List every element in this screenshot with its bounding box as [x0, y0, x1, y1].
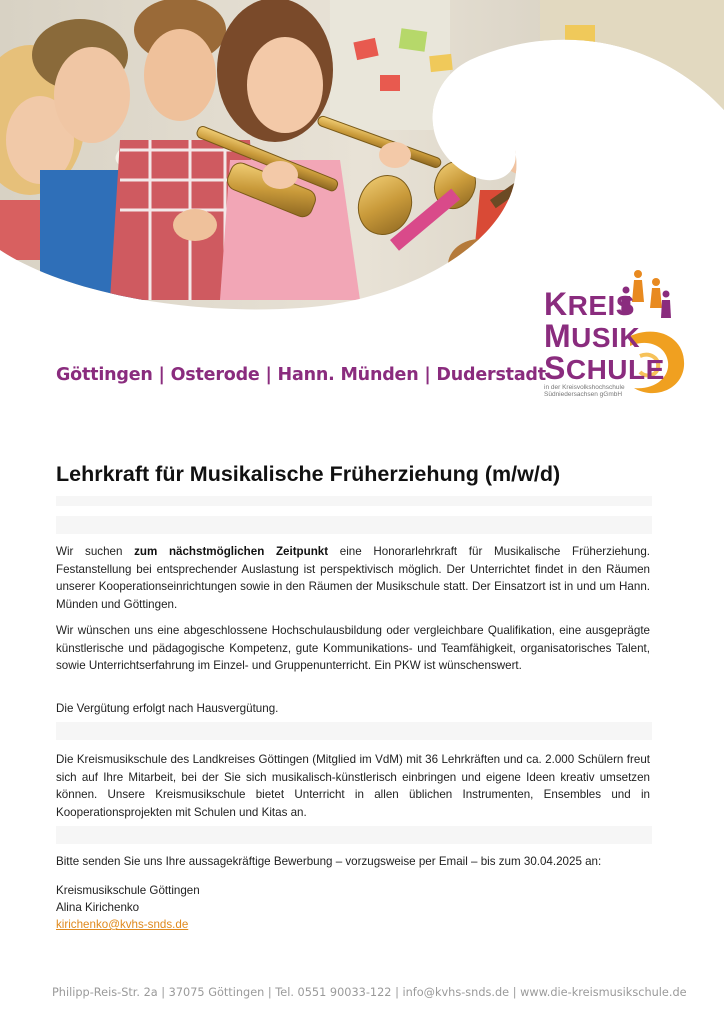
paragraph-requirements: Wir wünschen uns eine abgeschlossene Hochschulausbildung oder vergleichbare Qualifikation, eine ausgeprägte künstlerische und pädagogische Kompetenz, gute Kommunikations- und Teamfähigkeit, organisatorisches Talent, sowie Unterrichtserfahrung im Einzel- und Gruppenunterricht. Ein PKW ist wünschenswert. — [56, 624, 650, 673]
divider-band — [56, 516, 652, 534]
paragraph-about-school: Die Kreismusikschule des Landkreises Göttingen (Mitglied im VdM) mit 36 Lehrkräften und ca. 2.000 Schülern freut sich auf Ihre Mitarbeit, bei der Sie sich musikalisch-künstlerisch einbringen und eigene Ideen kreativ umsetzen können. Unsere Kreismusikschule bietet Unterricht in allen üblichen Instrumenten, Ensembles und in Kooperationsprojekten mit Schulen und Kitas an. — [56, 753, 650, 819]
emphasis-start-date: zum nächstmöglichen Zeitpunkt — [134, 545, 329, 558]
locations-line: Göttingen | Osterode | Hann. Münden | Duderstadt — [56, 365, 546, 385]
logo-subtitle: in der Kreisvolkshochschule Südniedersachsen gGmbH — [544, 384, 625, 398]
logo-word-musik: MUSIK — [544, 318, 641, 354]
paragraph-compensation: Die Vergütung erfolgt nach Hausvergütung. — [56, 702, 279, 715]
kreismusikschule-logo — [538, 268, 698, 410]
contact-email-link[interactable]: kirichenko@kvhs-snds.de — [56, 918, 189, 931]
paragraph-application: Bitte senden Sie uns Ihre aussagekräftige Bewerbung – vorzugsweise per Email – bis zum 30.04.2025 an: — [56, 855, 602, 868]
footer-address: Philipp-Reis-Str. 2a | 37075 Göttingen | Tel. 0551 90033-122 | info@kvhs-snds.de | www.die-kreismusikschule.de — [52, 986, 687, 999]
divider-band — [56, 722, 652, 740]
divider-band — [56, 826, 652, 844]
paragraph-intro: Wir suchen zum nächstmöglichen Zeitpunkt eine Honorarlehrkraft für Musikalische Früherziehung. Festanstellung bei entsprechender Auslastung ist perspektivisch möglich. Der Unterrichtet findet in den Räumen unserer Kooperationseinrichtungen sowie in den Räumen der Musikschule statt. Der Einsatzort ist in und um Hann. Münden und Göttingen. — [56, 545, 650, 611]
logo-word-schule: SCHULE — [544, 350, 665, 386]
divider-band — [56, 496, 652, 506]
contact-name: Alina Kirichenko — [56, 901, 140, 914]
contact-organization: Kreismusikschule Göttingen — [56, 884, 200, 897]
logo-word-kreis: KREIS — [544, 286, 635, 322]
job-title: Lehrkraft für Musikalische Früherziehung (m/w/d) — [56, 462, 561, 486]
